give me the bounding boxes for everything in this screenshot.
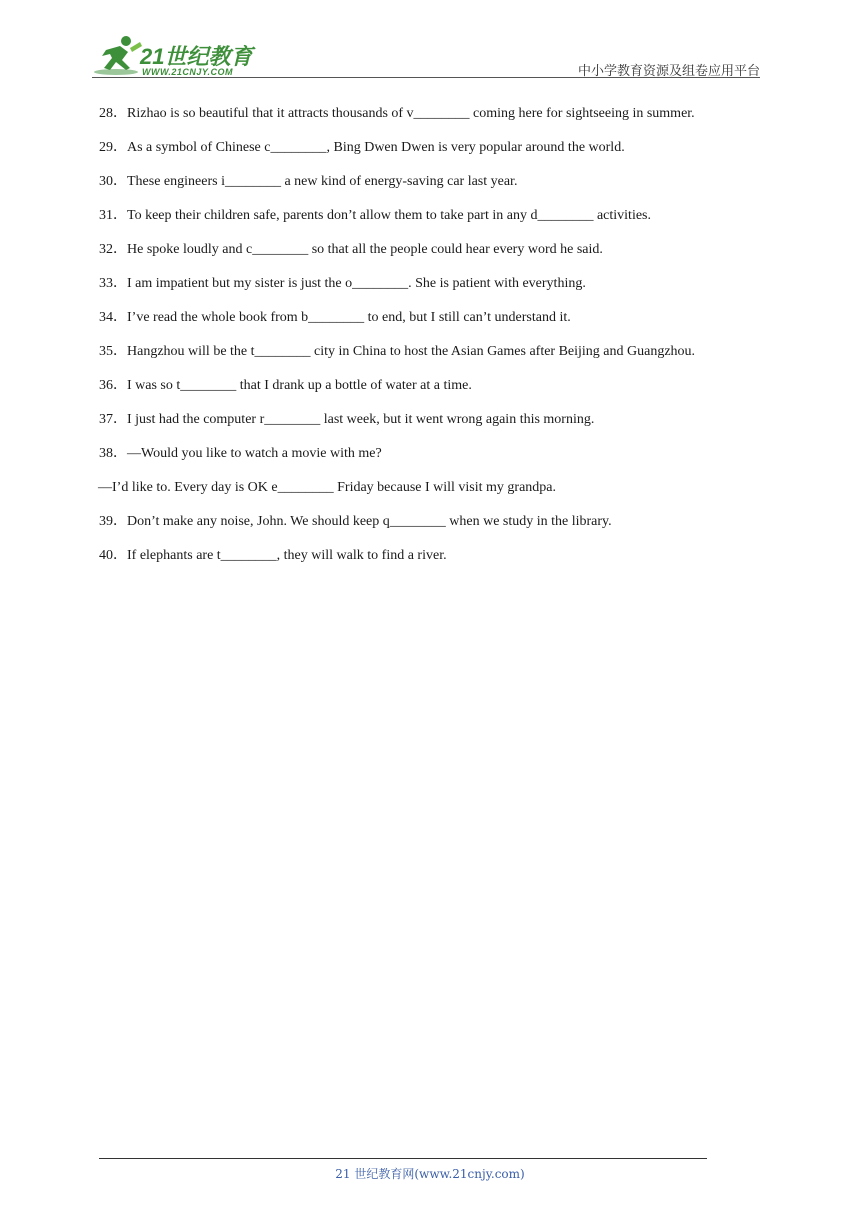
question-item: 30．These engineers i________ a new kind of energy-saving car last year.: [99, 174, 518, 189]
question-list: [99, 104, 769, 580]
question-item: 35．Hangzhou will be the t________ city in China to host the Asian Games after Beijing and Guangzhou.: [99, 344, 696, 359]
footer-text: 21 世纪教育网(www.21cnjy.com): [335, 1167, 525, 1181]
header-divider: [92, 77, 760, 78]
question-item: 31．To keep their children safe, parents don’t allow them to take part in any d________ activities.: [99, 208, 652, 223]
question-item: 32．He spoke loudly and c________ so that all the people could hear every word he said.: [99, 242, 603, 257]
question-item: 36．I was so t________ that I drank up a bottle of water at a time.: [99, 378, 472, 393]
question-item: 40．If elephants are t________, they will walk to find a river.: [99, 548, 447, 563]
question-item: 29．As a symbol of Chinese c________, Bing Dwen Dwen is very popular around the world.: [99, 140, 625, 155]
page-header: [92, 30, 760, 80]
question-item: 34．I’ve read the whole book from b________ to end, but I still can’t understand it.: [99, 310, 571, 325]
question-item: 38．—Would you like to watch a movie with me?: [99, 446, 382, 461]
runner-logo-icon: [92, 34, 144, 78]
header-platform-text: 中小学教育资源及组卷应用平台: [577, 64, 760, 79]
question-item: 37．I just had the computer r________ last week, but it went wrong again this morning.: [99, 412, 595, 427]
question-item: 28．Rizhao is so beautiful that it attracts thousands of v________ coming here for sightseeing in summer.: [99, 106, 695, 121]
logo: [92, 34, 262, 78]
question-item: 33．I am impatient but my sister is just the o________. She is patient with everything.: [99, 276, 586, 291]
question-item: 39．Don’t make any noise, John. We should keep q________ when we study in the library.: [99, 514, 612, 529]
logo-url: WWW.21CNJY.COM: [142, 67, 234, 77]
question-answer-line: —I’d like to. Every day is OK e________ Friday because I will visit my grandpa.: [98, 480, 557, 495]
logo-text: 21世纪教育: [140, 44, 253, 69]
footer-divider: [99, 1158, 707, 1159]
